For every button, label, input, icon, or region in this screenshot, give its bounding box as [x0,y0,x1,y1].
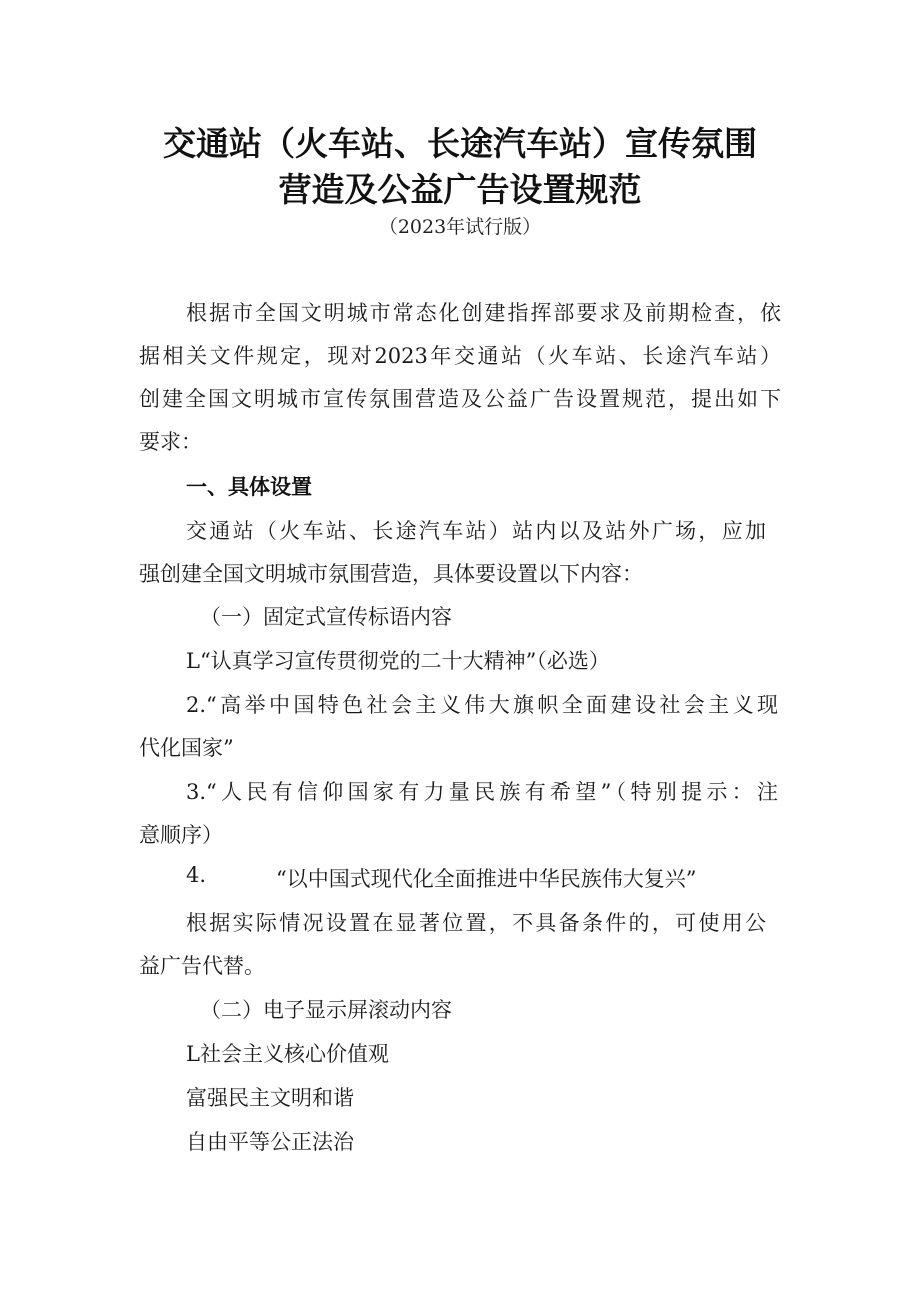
slogan-item-3-line-1: 3.“人民有信仰国家有力量民族有希望”（特别提示：注 [186,780,778,804]
subsection-heading-electronic-display: （二）电子显示屏滚动内容 [200,998,452,1022]
display-line-3: 自由平等公正法治 [186,1130,354,1154]
slogan-item-2-line-2: 代化国家” [139,736,234,760]
slogan-item-4-number: 4. [186,863,207,887]
slogan-item-3-line-2: 意顺序） [139,823,223,847]
subsection-heading-fixed-slogans: （一）固定式宣传标语内容 [200,605,452,629]
intro-line-4: 要求： [139,430,202,454]
section1-para-line-1: 交通站（火车站、长途汽车站）站内以及站外广场，应加 [186,519,766,543]
document-subtitle: （2023年试行版） [378,216,542,238]
display-line-2: 富强民主文明和谐 [186,1086,354,1110]
document-title-line1: 交通站（火车站、长途汽车站）宣传氛围 [163,124,757,163]
intro-line-1: 根据市全国文明城市常态化创建指挥部要求及前期检查，依 [186,301,781,325]
slogan-note-line-1: 根据实际情况设置在显著位置，不具备条件的，可使用公 [186,911,766,935]
slogan-item-2-line-1: 2.“高举中国特色社会主义伟大旗帜全面建设社会主义现 [186,693,778,717]
slogan-item-4-text: “以中国式现代化全面推进中华民族伟大复兴” [276,867,697,891]
section1-para-line-2: 强创建全国文明城市氛围营造，具体要设置以下内容： [139,562,643,586]
display-item-1: L社会主义核心价值观 [186,1042,389,1066]
document-title-line2: 营造及公益广告设置规范 [278,170,642,209]
section-heading-specific-settings: 一、具体设置 [186,475,312,499]
slogan-item-1: L“认真学习宣传贯彻党的二十大精神”（必选） [186,649,610,673]
intro-line-3: 创建全国文明城市宣传氛围营造及公益广告设置规范，提出如下 [139,387,781,411]
intro-line-2: 据相关文件规定，现对2023年交通站（火车站、长途汽车站） [139,344,781,368]
slogan-note-line-2: 益广告代替。 [139,954,265,978]
